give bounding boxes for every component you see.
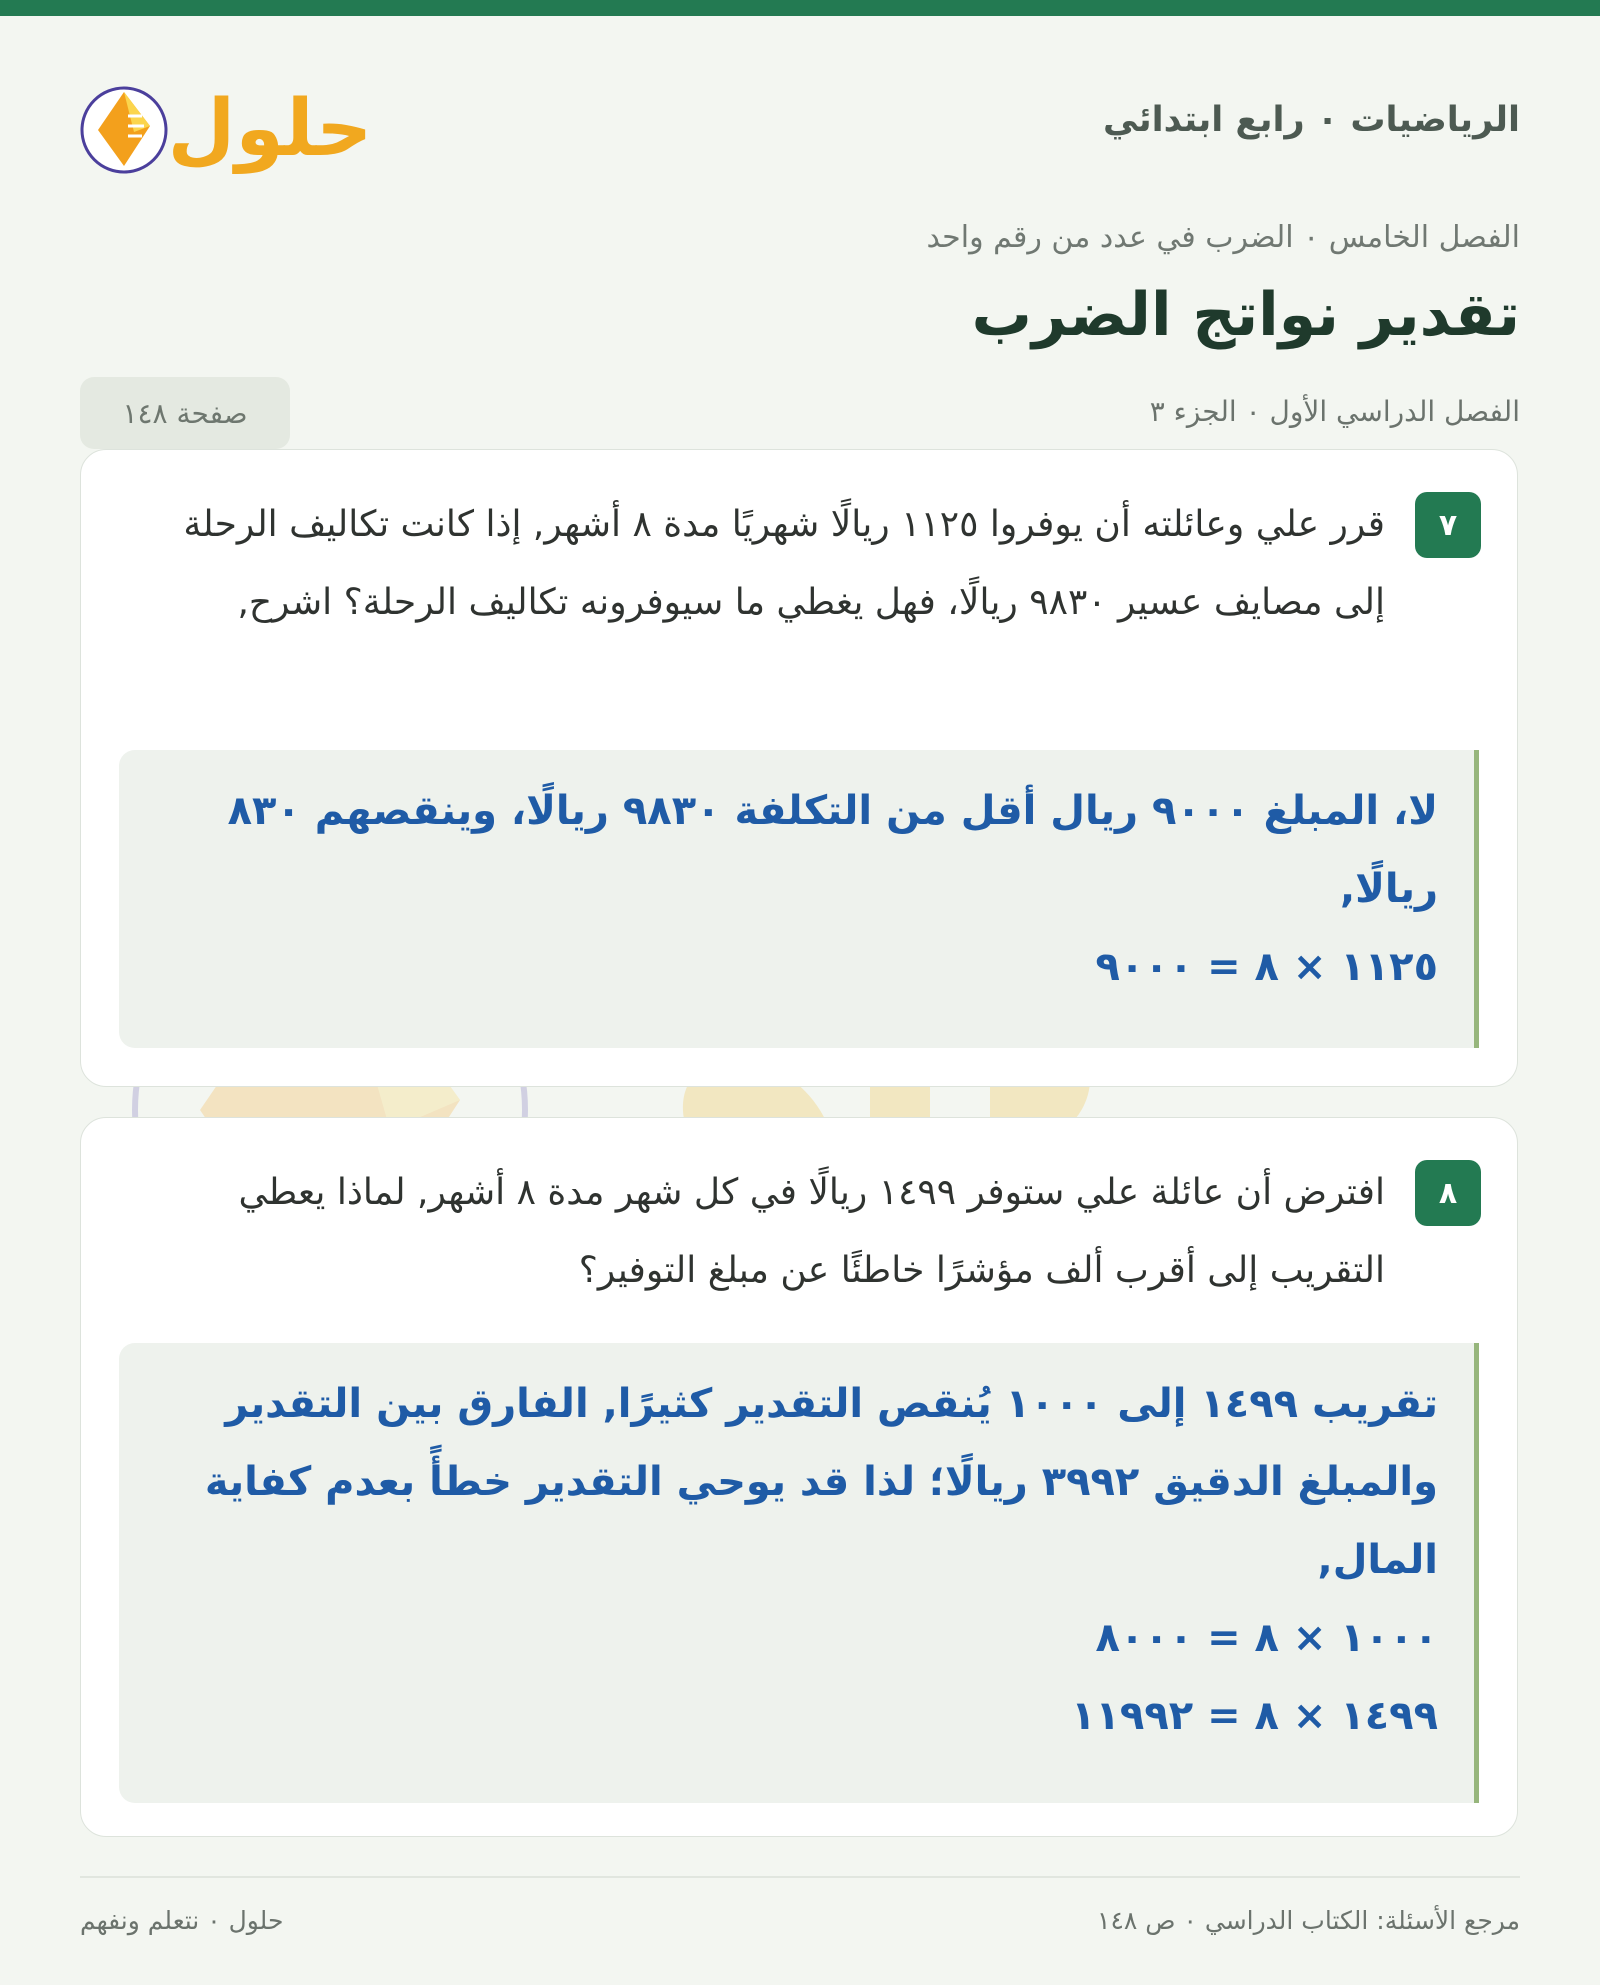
top-accent-bar [0, 0, 1600, 16]
question-card [80, 449, 1518, 1087]
answer-equation: ١٤٩٩ × ٨ = ١١٩٩٢ [1071, 1693, 1438, 1739]
question-text: قرر علي وعائلته أن يوفروا ١١٢٥ ريالًا شهريًا مدة ٨ أشهر, إذا كانت تكاليف الرحلة إلى مصايف عسير ٩٨٣٠ ريالًا، فهل يغطي ما سيوفرونه تكاليف الرحلة؟ اشرح, [183, 504, 1385, 623]
answer-box [119, 1343, 1479, 1803]
question-text: افترض أن عائلة علي ستوفر ١٤٩٩ ريالًا في كل شهر مدة ٨ أشهر, لماذا يعطي التقريب إلى أقرب ألف مؤشرًا خاطئًا عن مبلغ التوفير؟ [238, 1172, 1385, 1291]
answer-equation: ١٠٠٠ × ٨ = ٨٠٠٠ [1095, 1615, 1438, 1661]
answer-line: تقريب ١٤٩٩ إلى ١٠٠٠ يُنقص التقدير كثيرًا, الفارق بين التقدير والمبلغ الدقيق ٣٩٩٢ ريالًا؛ لذا قد يوحي التقدير خطأً بعدم كفاية المال, [204, 1381, 1438, 1583]
hulul-logo[interactable] [80, 60, 380, 190]
question-card [80, 1117, 1518, 1837]
subject-label: الرياضيات ٠ رابع ابتدائي [1103, 100, 1520, 140]
page-header [80, 60, 1520, 190]
question-number-badge: ٨ [1415, 1160, 1481, 1226]
page-title: تقدير نواتج الضرب [971, 280, 1520, 350]
page-number-badge: صفحة ١٤٨ [80, 377, 290, 449]
semester-label: الفصل الدراسي الأول ٠ الجزء ٣ [1149, 395, 1520, 428]
logo-text: حلول [167, 84, 373, 174]
reference-note: مرجع الأسئلة: الكتاب الدراسي ٠ ص ١٤٨ [1097, 1906, 1520, 1935]
answer-line: لا، المبلغ ٩٠٠٠ ريال أقل من التكلفة ٩٨٣٠ ريالًا، وينقصهم ٨٣٠ ريالًا, [227, 788, 1438, 912]
question-number-badge: ٧ [1415, 492, 1481, 558]
chapter-label: الفصل الخامس ٠ الضرب في عدد من رقم واحد [926, 220, 1520, 255]
answer-equation: ١١٢٥ × ٨ = ٩٠٠٠ [1095, 944, 1438, 990]
answer-box [119, 750, 1479, 1048]
site-tagline: حلول ٠ نتعلم ونفهم [80, 1906, 284, 1935]
footer-divider [80, 1876, 1520, 1878]
